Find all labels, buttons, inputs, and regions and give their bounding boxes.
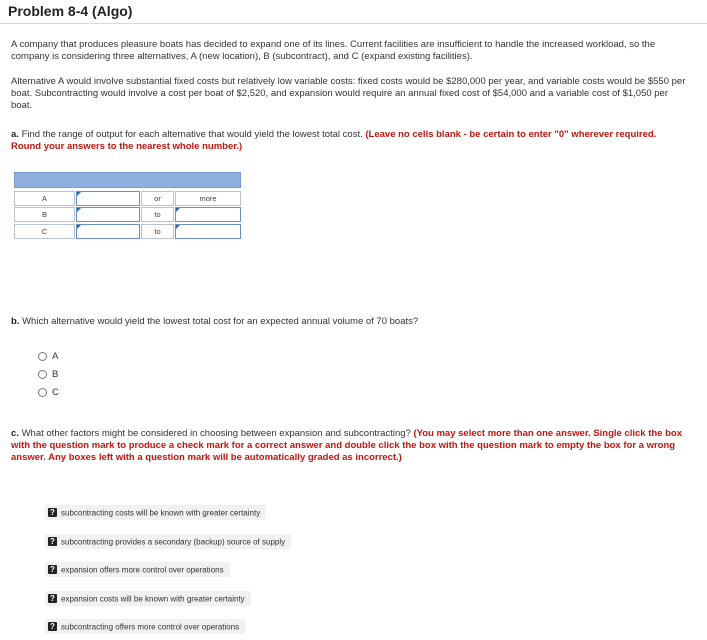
option-c[interactable] [38, 387, 59, 401]
alt-label: C [14, 224, 75, 239]
part-a-text: Find the range of output for each alternative that would yield the lowest total cost. [21, 129, 363, 140]
range-table-header [14, 172, 241, 188]
range-separator: or [141, 191, 174, 206]
part-b-text: Which alternative would yield the lowest total cost for an expected annual volume of 70 boats? [22, 316, 419, 327]
part-b-question [11, 316, 687, 328]
radio-button[interactable] [38, 388, 47, 397]
radio-button[interactable] [38, 370, 47, 379]
option-label: C [52, 387, 59, 398]
question-mark-box[interactable]: ? [48, 622, 57, 631]
option-b[interactable] [38, 369, 58, 383]
title-divider [0, 23, 707, 24]
part-a-instruction: (Leave no cells blank - be certain to enter "0" wherever required. Round your answers to the nearest whole number.) [11, 129, 657, 153]
option-label: B [52, 369, 59, 380]
range-a-end-label: more [175, 191, 241, 206]
table-row-b [14, 207, 241, 223]
alt-label: B [14, 207, 75, 222]
radio-button[interactable] [38, 352, 47, 361]
table-row-c [14, 224, 241, 240]
question-mark-box[interactable]: ? [48, 565, 57, 574]
page-title: Problem 8-4 (Algo) [8, 3, 133, 19]
option-a[interactable] [38, 351, 58, 365]
part-a-question [11, 129, 687, 153]
range-c-end-input[interactable] [175, 224, 241, 239]
question-mark-box[interactable]: ? [48, 537, 57, 546]
part-c-instruction: (You may select more than one answer. Single click the box with the question mark to produce a check mark for a correct answer and double click the box with the question mark to empty the box for a wrong answer. Any boxes left with a question mark will be automatically graded as incorrect.) [11, 428, 682, 464]
range-a-start-input[interactable] [76, 191, 140, 206]
range-b-end-input[interactable] [175, 207, 241, 222]
range-c-start-input[interactable] [76, 224, 140, 239]
part-b-label: b. [11, 316, 20, 327]
range-table [14, 172, 241, 241]
intro-paragraph-2: Alternative A would involve substantial fixed costs but relatively low variable costs: fixed costs would be $280,000 per year, and variable costs would be $550 per boat. Subcontracting would involve a cost per boat of $2,520, and expansion would require an annual fixed cost of $54,000 and a variable cost of $1,050 per boat. [11, 76, 686, 112]
choice-label: expansion costs will be known with greater certainty [61, 594, 245, 604]
question-mark-box[interactable]: ? [48, 594, 57, 603]
range-separator: to [141, 207, 174, 222]
choice-label: expansion offers more control over operations [61, 565, 224, 575]
option-label: A [52, 351, 59, 362]
part-c-text: What other factors might be considered in choosing between expansion and subcontracting? [21, 428, 411, 439]
intro-paragraph-1: A company that produces pleasure boats has decided to expand one of its lines. Current facilities are insufficient to handle the increased workload, so the company is considering three alternatives, A (new location), B (subcontract), and C (expand existing facilities). [11, 39, 656, 63]
choice-label: subcontracting offers more control over operations [61, 622, 240, 632]
question-mark-box[interactable]: ? [48, 508, 57, 517]
part-c-label: c. [11, 428, 19, 439]
choice-item[interactable] [45, 505, 266, 520]
choice-item[interactable] [45, 562, 230, 577]
alt-label: A [14, 191, 75, 206]
range-b-start-input[interactable] [76, 207, 140, 222]
range-separator: to [141, 224, 174, 239]
choice-label: subcontracting costs will be known with greater certainty [61, 508, 261, 518]
part-c-question [11, 428, 687, 465]
choice-item[interactable] [45, 534, 291, 549]
table-row-a [14, 191, 241, 207]
choice-item[interactable] [45, 619, 245, 634]
choice-item[interactable] [45, 591, 251, 606]
choice-label: subcontracting provides a secondary (backup) source of supply [61, 537, 286, 547]
part-a-label: a. [11, 129, 19, 140]
